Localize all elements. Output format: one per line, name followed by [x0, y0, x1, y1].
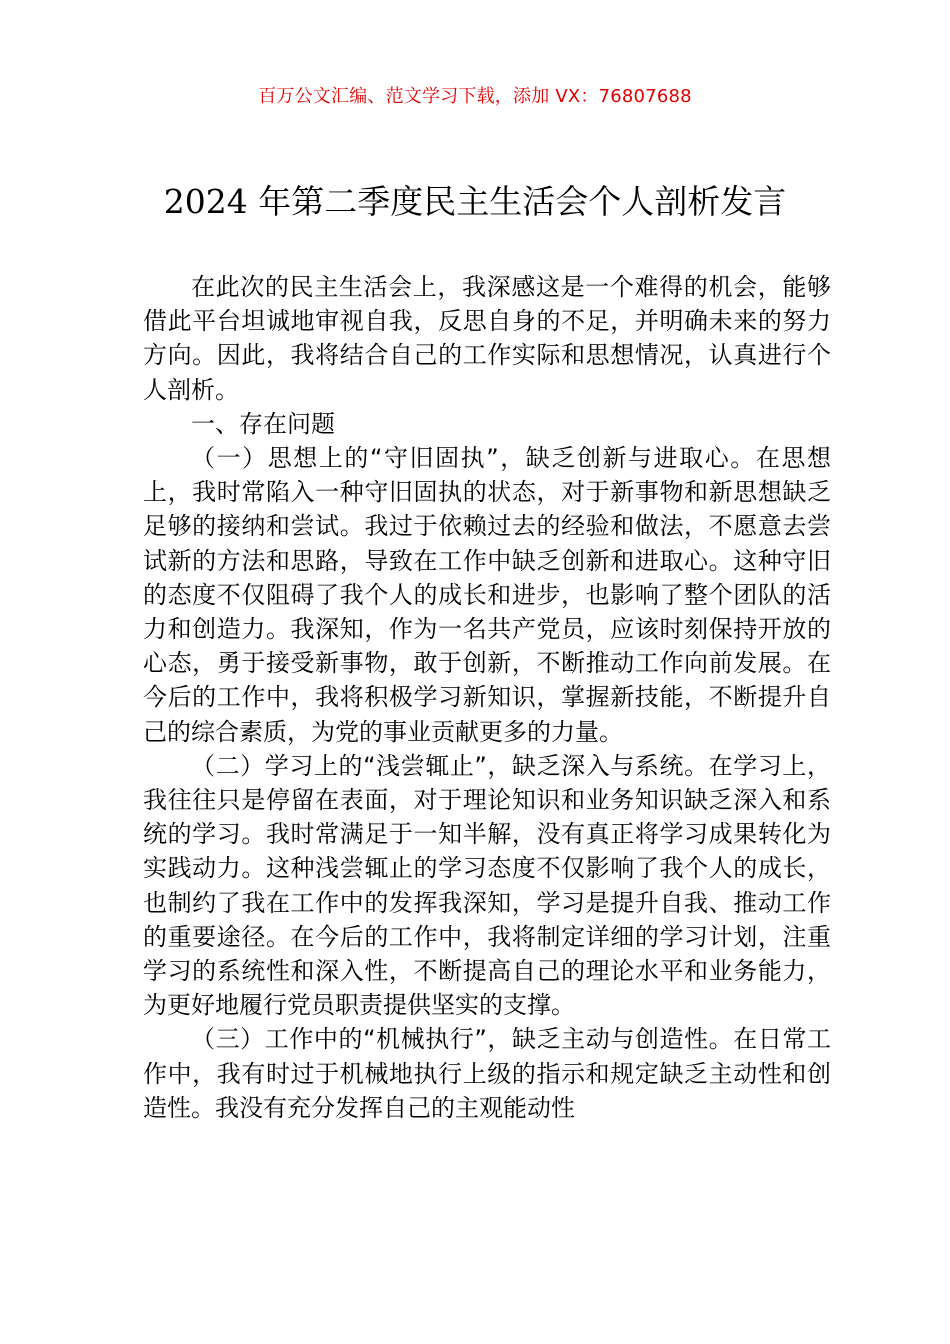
issue-paragraph-1: （一）思想上的“守旧固执”，缺乏创新与进取心。在思想上，我时常陷入一种守旧固执的状态，对于新事物和新思想缺乏足够的接纳和尝试。我过于依赖过去的经验和做法，不愿意去尝试新的方法和思路，导致在工作中缺乏创新和进取心。这种守旧的态度不仅阻碍了我个人的成长和进步，也影响了整个团队的活力和创造力。我深知，作为一名共产党员，应该时刻保持开放的心态，勇于接受新事物，敢于创新，不断推动工作向前发展。在今后的工作中，我将积极学习新知识，掌握新技能，不断提升自己的综合素质，为党的事业贡献更多的力量。 — [143, 444, 831, 746]
page-title: 2024 年第二季度民主生活会个人剖析发言 — [163, 182, 787, 221]
issue-paragraph-3: （三）工作中的“机械执行”，缺乏主动与创造性。在日常工作中，我有时过于机械地执行上级的指示和规定缺乏主动性和创造性。我没有充分发挥自己的主观能动性 — [143, 1025, 831, 1122]
document-body — [143, 270, 831, 1125]
intro-paragraph: 在此次的民主生活会上，我深感这是一个难得的机会，能够借此平台坦诚地审视自我，反思自身的不足，并明确未来的努力方向。因此，我将结合自己的工作实际和思想情况，认真进行个人剖析。 — [143, 273, 831, 404]
download-notice: 百万公文汇编、范文学习下载，添加 VX：76807688 — [258, 86, 692, 107]
section-heading: 一、存在问题 — [191, 409, 335, 438]
issue-paragraph-2: （二）学习上的“浅尝辄止”，缺乏深入与系统。在学习上，我往往只是停留在表面，对于理论知识和业务知识缺乏深入和系统的学习。我时常满足于一知半解，没有真正将学习成果转化为实践动力。这种浅尝辄止的学习态度不仅影响了我个人的成长，也制约了我在工作中的发挥我深知，学习是提升自我、推动工作的重要途径。在今后的工作中，我将制定详细的学习计划，注重学习的系统性和深入性，不断提高自己的理论水平和业务能力，为更好地履行党员职责提供坚实的支撑。 — [143, 751, 831, 1020]
